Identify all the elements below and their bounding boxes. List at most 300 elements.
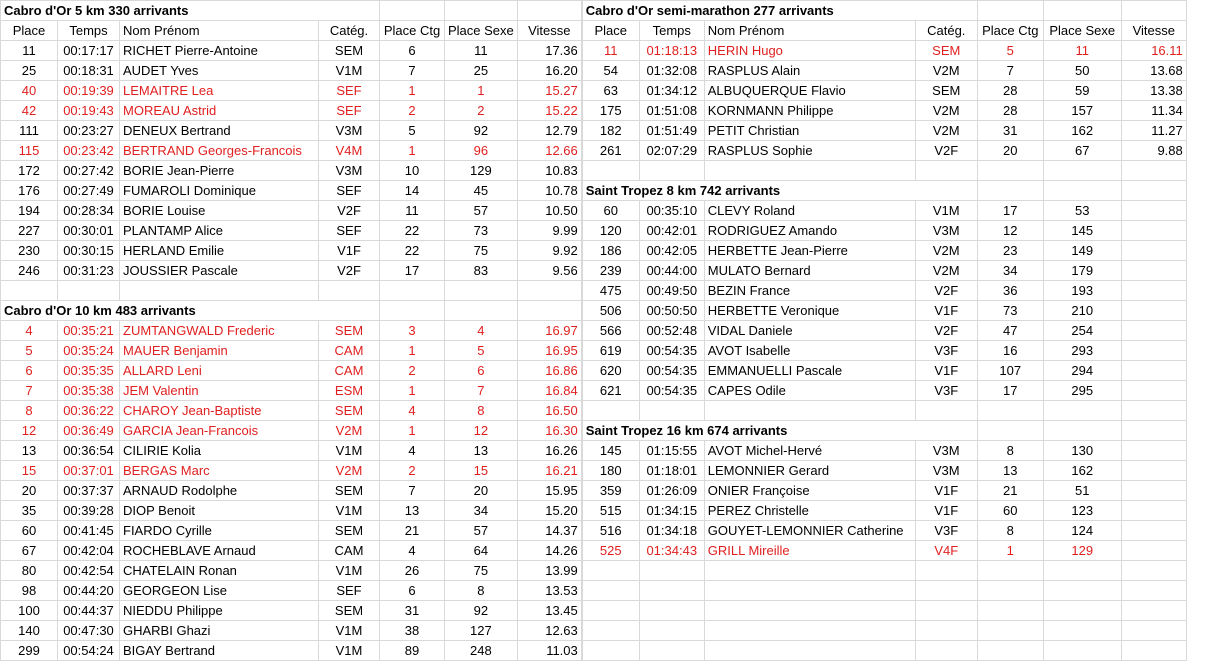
empty-cell bbox=[977, 621, 1043, 641]
cell-temps: 01:18:01 bbox=[639, 461, 704, 481]
cell-temps: 00:28:34 bbox=[58, 201, 120, 221]
cell-place: 620 bbox=[582, 361, 639, 381]
cell-categ: V1M bbox=[319, 61, 380, 81]
cell-place-sexe: 57 bbox=[445, 201, 518, 221]
cell-temps: 00:44:20 bbox=[58, 581, 120, 601]
cell-place-sexe: 73 bbox=[445, 221, 518, 241]
section-title-row bbox=[1, 301, 582, 321]
cell-place: 186 bbox=[582, 241, 639, 261]
cell-nom-prenom: RODRIGUEZ Amando bbox=[704, 221, 915, 241]
cell-place-ctg: 7 bbox=[977, 61, 1043, 81]
cell-place-ctg: 2 bbox=[380, 101, 445, 121]
header-temps: Temps bbox=[58, 21, 120, 41]
empty-cell bbox=[639, 581, 704, 601]
table-row bbox=[1, 421, 582, 441]
empty-cell bbox=[380, 301, 445, 321]
cell-place: 98 bbox=[1, 581, 58, 601]
section-title: Cabro d'Or semi-marathon 277 arrivants bbox=[582, 1, 977, 21]
cell-place: 475 bbox=[582, 281, 639, 301]
table-row bbox=[582, 81, 1186, 101]
table-row bbox=[582, 241, 1186, 261]
empty-cell bbox=[517, 301, 581, 321]
table-row bbox=[582, 301, 1186, 321]
table-row bbox=[1, 561, 582, 581]
cell-place: 246 bbox=[1, 261, 58, 281]
cell-nom-prenom: ZUMTANGWALD Frederic bbox=[120, 321, 319, 341]
cell-place-ctg: 4 bbox=[380, 401, 445, 421]
cell-place-ctg: 21 bbox=[977, 481, 1043, 501]
cell-nom-prenom: CHATELAIN Ronan bbox=[120, 561, 319, 581]
empty-cell bbox=[445, 1, 518, 21]
cell-categ: V3M bbox=[915, 221, 977, 241]
cell-temps: 00:41:45 bbox=[58, 521, 120, 541]
empty-cell bbox=[319, 281, 380, 301]
blank-row bbox=[582, 561, 1186, 581]
cell-temps: 00:37:01 bbox=[58, 461, 120, 481]
cell-place-ctg: 22 bbox=[380, 221, 445, 241]
empty-cell bbox=[445, 301, 518, 321]
cell-place-sexe: 83 bbox=[445, 261, 518, 281]
section-title-row bbox=[582, 1, 1186, 21]
empty-cell bbox=[582, 401, 639, 421]
cell-place: 63 bbox=[582, 81, 639, 101]
empty-cell bbox=[639, 161, 704, 181]
cell-categ: V3M bbox=[915, 461, 977, 481]
cell-place-sexe: 75 bbox=[445, 561, 518, 581]
table-row bbox=[1, 481, 582, 501]
empty-cell bbox=[1043, 561, 1121, 581]
cell-nom-prenom: PEREZ Christelle bbox=[704, 501, 915, 521]
cell-nom-prenom: GEORGEON Lise bbox=[120, 581, 319, 601]
header-place: Place bbox=[1, 21, 58, 41]
empty-cell bbox=[915, 601, 977, 621]
cell-nom-prenom: DIOP Benoit bbox=[120, 501, 319, 521]
cell-categ: CAM bbox=[319, 361, 380, 381]
cell-place: 227 bbox=[1, 221, 58, 241]
cell-categ: V2F bbox=[915, 281, 977, 301]
cell-categ: ESM bbox=[319, 381, 380, 401]
header-nom-prenom: Nom Prénom bbox=[120, 21, 319, 41]
cell-place-sexe: 75 bbox=[445, 241, 518, 261]
cell-categ: SEM bbox=[319, 41, 380, 61]
cell-temps: 00:35:21 bbox=[58, 321, 120, 341]
cell-place-ctg: 1 bbox=[380, 421, 445, 441]
table-row bbox=[582, 321, 1186, 341]
cell-vitesse bbox=[1121, 321, 1186, 341]
cell-categ: SEF bbox=[319, 221, 380, 241]
cell-place-ctg: 22 bbox=[380, 241, 445, 261]
cell-nom-prenom: AUDET Yves bbox=[120, 61, 319, 81]
cell-place-sexe: 193 bbox=[1043, 281, 1121, 301]
cell-temps: 00:37:37 bbox=[58, 481, 120, 501]
cell-categ: SEF bbox=[319, 101, 380, 121]
cell-vitesse bbox=[1121, 501, 1186, 521]
cell-nom-prenom: JOUSSIER Pascale bbox=[120, 261, 319, 281]
table-row bbox=[1, 81, 582, 101]
empty-cell bbox=[915, 641, 977, 661]
cell-categ: V1F bbox=[915, 481, 977, 501]
cell-vitesse: 10.78 bbox=[517, 181, 581, 201]
cell-place-ctg: 17 bbox=[380, 261, 445, 281]
cell-temps: 01:51:08 bbox=[639, 101, 704, 121]
table-row bbox=[1, 461, 582, 481]
cell-categ: CAM bbox=[319, 541, 380, 561]
header-vitesse: Vitesse bbox=[1121, 21, 1186, 41]
empty-cell bbox=[582, 161, 639, 181]
table-row bbox=[582, 481, 1186, 501]
cell-nom-prenom: CHAROY Jean-Baptiste bbox=[120, 401, 319, 421]
cell-vitesse: 14.37 bbox=[517, 521, 581, 541]
cell-nom-prenom: BIGAY Bertrand bbox=[120, 641, 319, 661]
cell-place-ctg: 73 bbox=[977, 301, 1043, 321]
cell-place-ctg: 34 bbox=[977, 261, 1043, 281]
cell-temps: 00:42:01 bbox=[639, 221, 704, 241]
cell-place-ctg: 8 bbox=[977, 521, 1043, 541]
cell-categ: V3F bbox=[915, 341, 977, 361]
cell-place-ctg: 1 bbox=[380, 381, 445, 401]
table-row bbox=[582, 461, 1186, 481]
cell-place: 7 bbox=[1, 381, 58, 401]
cell-place-sexe: 123 bbox=[1043, 501, 1121, 521]
cell-temps: 00:27:42 bbox=[58, 161, 120, 181]
cell-place: 515 bbox=[582, 501, 639, 521]
empty-cell bbox=[977, 421, 1043, 441]
cell-place: 621 bbox=[582, 381, 639, 401]
cell-nom-prenom: RICHET Pierre-Antoine bbox=[120, 41, 319, 61]
cell-place: 100 bbox=[1, 601, 58, 621]
cell-categ: V2M bbox=[915, 101, 977, 121]
empty-cell bbox=[1121, 581, 1186, 601]
cell-place: 140 bbox=[1, 621, 58, 641]
cell-temps: 00:27:49 bbox=[58, 181, 120, 201]
table-row bbox=[582, 141, 1186, 161]
empty-cell bbox=[704, 581, 915, 601]
empty-cell bbox=[1043, 641, 1121, 661]
cell-place-sexe: 293 bbox=[1043, 341, 1121, 361]
cell-categ: SEM bbox=[319, 481, 380, 501]
cell-vitesse bbox=[1121, 381, 1186, 401]
cell-nom-prenom: EMMANUELLI Pascale bbox=[704, 361, 915, 381]
cell-place: 120 bbox=[582, 221, 639, 241]
cell-place-ctg: 47 bbox=[977, 321, 1043, 341]
cell-categ: V1M bbox=[915, 201, 977, 221]
cell-place: 15 bbox=[1, 461, 58, 481]
empty-cell bbox=[517, 281, 581, 301]
cell-temps: 00:54:24 bbox=[58, 641, 120, 661]
cell-place: 111 bbox=[1, 121, 58, 141]
header-place-ctg: Place Ctg bbox=[977, 21, 1043, 41]
cell-place-sexe: 15 bbox=[445, 461, 518, 481]
cell-place: 13 bbox=[1, 441, 58, 461]
table-row bbox=[1, 501, 582, 521]
cell-nom-prenom: HERBETTE Jean-Pierre bbox=[704, 241, 915, 261]
cell-temps: 01:51:49 bbox=[639, 121, 704, 141]
cell-nom-prenom: GARCIA Jean-Francois bbox=[120, 421, 319, 441]
header-categ: Catég. bbox=[915, 21, 977, 41]
cell-vitesse bbox=[1121, 461, 1186, 481]
cell-place-sexe: 20 bbox=[445, 481, 518, 501]
cell-nom-prenom: NIEDDU Philippe bbox=[120, 601, 319, 621]
empty-cell bbox=[1121, 401, 1186, 421]
table-row bbox=[1, 601, 582, 621]
section-title: Saint Tropez 16 km 674 arrivants bbox=[582, 421, 977, 441]
section-title: Cabro d'Or 5 km 330 arrivants bbox=[1, 1, 380, 21]
cell-temps: 00:30:01 bbox=[58, 221, 120, 241]
cell-categ: V1M bbox=[319, 641, 380, 661]
cell-temps: 00:23:42 bbox=[58, 141, 120, 161]
empty-cell bbox=[639, 621, 704, 641]
cell-place-ctg: 12 bbox=[977, 221, 1043, 241]
empty-cell bbox=[582, 561, 639, 581]
left-results-table bbox=[0, 0, 582, 661]
cell-nom-prenom: LEMONNIER Gerard bbox=[704, 461, 915, 481]
cell-place-ctg: 31 bbox=[977, 121, 1043, 141]
cell-temps: 00:30:15 bbox=[58, 241, 120, 261]
cell-place: 175 bbox=[582, 101, 639, 121]
header-place-sexe: Place Sexe bbox=[445, 21, 518, 41]
cell-vitesse: 16.50 bbox=[517, 401, 581, 421]
empty-cell bbox=[380, 281, 445, 301]
cell-vitesse bbox=[1121, 541, 1186, 561]
cell-categ: SEF bbox=[319, 581, 380, 601]
empty-cell bbox=[977, 581, 1043, 601]
cell-categ: V1F bbox=[915, 361, 977, 381]
cell-vitesse: 11.27 bbox=[1121, 121, 1186, 141]
cell-place-ctg: 2 bbox=[380, 361, 445, 381]
table-row bbox=[1, 641, 582, 661]
cell-place-sexe: 7 bbox=[445, 381, 518, 401]
table-row bbox=[582, 521, 1186, 541]
cell-temps: 00:35:24 bbox=[58, 341, 120, 361]
cell-temps: 00:36:54 bbox=[58, 441, 120, 461]
cell-place: 172 bbox=[1, 161, 58, 181]
cell-vitesse: 17.36 bbox=[517, 41, 581, 61]
cell-place-sexe: 4 bbox=[445, 321, 518, 341]
cell-place: 8 bbox=[1, 401, 58, 421]
cell-vitesse bbox=[1121, 221, 1186, 241]
cell-nom-prenom: ROCHEBLAVE Arnaud bbox=[120, 541, 319, 561]
cell-categ: V3M bbox=[319, 121, 380, 141]
cell-nom-prenom: CLEVY Roland bbox=[704, 201, 915, 221]
cell-place-ctg: 20 bbox=[977, 141, 1043, 161]
empty-cell bbox=[58, 281, 120, 301]
cell-categ: CAM bbox=[319, 341, 380, 361]
cell-place-sexe: 162 bbox=[1043, 461, 1121, 481]
cell-place-sexe: 254 bbox=[1043, 321, 1121, 341]
cell-nom-prenom: ALLARD Leni bbox=[120, 361, 319, 381]
empty-cell bbox=[977, 161, 1043, 181]
cell-categ: V2M bbox=[319, 461, 380, 481]
empty-cell bbox=[639, 641, 704, 661]
cell-temps: 00:47:30 bbox=[58, 621, 120, 641]
cell-place-ctg: 11 bbox=[380, 201, 445, 221]
table-row bbox=[582, 361, 1186, 381]
cell-place: 176 bbox=[1, 181, 58, 201]
cell-temps: 01:15:55 bbox=[639, 441, 704, 461]
empty-cell bbox=[582, 581, 639, 601]
cell-vitesse bbox=[1121, 361, 1186, 381]
cell-vitesse: 15.20 bbox=[517, 501, 581, 521]
cell-place-ctg: 23 bbox=[977, 241, 1043, 261]
cell-place-ctg: 6 bbox=[380, 41, 445, 61]
table-row bbox=[582, 101, 1186, 121]
cell-temps: 00:31:23 bbox=[58, 261, 120, 281]
empty-cell bbox=[1121, 181, 1186, 201]
cell-place-sexe: 57 bbox=[445, 521, 518, 541]
blank-row bbox=[582, 641, 1186, 661]
cell-vitesse bbox=[1121, 301, 1186, 321]
table-row bbox=[582, 501, 1186, 521]
cell-place-ctg: 17 bbox=[977, 381, 1043, 401]
cell-temps: 00:42:05 bbox=[639, 241, 704, 261]
table-row bbox=[1, 181, 582, 201]
cell-place-sexe: 129 bbox=[1043, 541, 1121, 561]
cell-nom-prenom: RASPLUS Alain bbox=[704, 61, 915, 81]
cell-temps: 00:17:17 bbox=[58, 41, 120, 61]
empty-cell bbox=[1121, 1, 1186, 21]
cell-place-sexe: 8 bbox=[445, 401, 518, 421]
empty-cell bbox=[1121, 421, 1186, 441]
cell-place: 11 bbox=[582, 41, 639, 61]
cell-place-sexe: 53 bbox=[1043, 201, 1121, 221]
header-temps: Temps bbox=[639, 21, 704, 41]
cell-categ: V2M bbox=[319, 421, 380, 441]
cell-place-sexe: 248 bbox=[445, 641, 518, 661]
cell-categ: V2F bbox=[319, 261, 380, 281]
empty-cell bbox=[977, 1, 1043, 21]
empty-cell bbox=[915, 561, 977, 581]
table-row bbox=[1, 141, 582, 161]
empty-cell bbox=[639, 401, 704, 421]
cell-place-ctg: 21 bbox=[380, 521, 445, 541]
cell-temps: 00:35:35 bbox=[58, 361, 120, 381]
cell-temps: 00:54:35 bbox=[639, 361, 704, 381]
cell-temps: 00:44:00 bbox=[639, 261, 704, 281]
cell-nom-prenom: CILIRIE Kolia bbox=[120, 441, 319, 461]
cell-place-sexe: 64 bbox=[445, 541, 518, 561]
table-row bbox=[1, 121, 582, 141]
table-row bbox=[582, 261, 1186, 281]
empty-cell bbox=[1043, 161, 1121, 181]
cell-place-ctg: 26 bbox=[380, 561, 445, 581]
cell-place-ctg: 8 bbox=[977, 441, 1043, 461]
cell-place-ctg: 28 bbox=[977, 101, 1043, 121]
cell-place-sexe: 295 bbox=[1043, 381, 1121, 401]
table-row bbox=[582, 381, 1186, 401]
cell-place-sexe: 96 bbox=[445, 141, 518, 161]
cell-nom-prenom: RASPLUS Sophie bbox=[704, 141, 915, 161]
empty-cell bbox=[582, 601, 639, 621]
table-row bbox=[1, 521, 582, 541]
table-row bbox=[1, 161, 582, 181]
cell-categ: SEM bbox=[319, 601, 380, 621]
empty-cell bbox=[704, 601, 915, 621]
cell-place-ctg: 16 bbox=[977, 341, 1043, 361]
blank-row bbox=[582, 161, 1186, 181]
cell-nom-prenom: HERIN Hugo bbox=[704, 41, 915, 61]
cell-nom-prenom: AVOT Isabelle bbox=[704, 341, 915, 361]
cell-vitesse: 9.92 bbox=[517, 241, 581, 261]
blank-row bbox=[582, 581, 1186, 601]
cell-place: 67 bbox=[1, 541, 58, 561]
cell-nom-prenom: AVOT Michel-Hervé bbox=[704, 441, 915, 461]
empty-cell bbox=[639, 561, 704, 581]
cell-vitesse bbox=[1121, 521, 1186, 541]
cell-place-ctg: 5 bbox=[380, 121, 445, 141]
cell-temps: 01:32:08 bbox=[639, 61, 704, 81]
cell-vitesse: 13.38 bbox=[1121, 81, 1186, 101]
table-row bbox=[1, 441, 582, 461]
cell-place: 261 bbox=[582, 141, 639, 161]
cell-temps: 00:42:54 bbox=[58, 561, 120, 581]
table-row bbox=[582, 41, 1186, 61]
cell-categ: SEM bbox=[319, 401, 380, 421]
cell-place-sexe: 179 bbox=[1043, 261, 1121, 281]
empty-cell bbox=[704, 561, 915, 581]
cell-place: 5 bbox=[1, 341, 58, 361]
table-row bbox=[582, 541, 1186, 561]
cell-temps: 00:54:35 bbox=[639, 341, 704, 361]
cell-temps: 00:19:43 bbox=[58, 101, 120, 121]
cell-place: 4 bbox=[1, 321, 58, 341]
cell-vitesse bbox=[1121, 201, 1186, 221]
table-row bbox=[1, 221, 582, 241]
cell-place-sexe: 13 bbox=[445, 441, 518, 461]
table-row bbox=[1, 41, 582, 61]
cell-vitesse: 12.63 bbox=[517, 621, 581, 641]
empty-cell bbox=[704, 401, 915, 421]
cell-vitesse: 13.99 bbox=[517, 561, 581, 581]
cell-place-sexe: 6 bbox=[445, 361, 518, 381]
empty-cell bbox=[915, 621, 977, 641]
cell-vitesse: 12.66 bbox=[517, 141, 581, 161]
cell-temps: 00:36:22 bbox=[58, 401, 120, 421]
header-vitesse: Vitesse bbox=[517, 21, 581, 41]
cell-temps: 02:07:29 bbox=[639, 141, 704, 161]
cell-temps: 00:44:37 bbox=[58, 601, 120, 621]
cell-categ: SEM bbox=[915, 81, 977, 101]
cell-nom-prenom: MULATO Bernard bbox=[704, 261, 915, 281]
cell-nom-prenom: MOREAU Astrid bbox=[120, 101, 319, 121]
empty-cell bbox=[1121, 601, 1186, 621]
cell-place: 42 bbox=[1, 101, 58, 121]
cell-categ: SEF bbox=[319, 181, 380, 201]
cell-categ: V1F bbox=[319, 241, 380, 261]
section-title: Saint Tropez 8 km 742 arrivants bbox=[582, 181, 977, 201]
cell-categ: SEM bbox=[319, 321, 380, 341]
empty-cell bbox=[1121, 161, 1186, 181]
table-row bbox=[582, 221, 1186, 241]
cell-vitesse: 16.86 bbox=[517, 361, 581, 381]
cell-vitesse: 14.26 bbox=[517, 541, 581, 561]
cell-place: 12 bbox=[1, 421, 58, 441]
cell-place-sexe: 34 bbox=[445, 501, 518, 521]
cell-nom-prenom: HERBETTE Veronique bbox=[704, 301, 915, 321]
empty-cell bbox=[582, 641, 639, 661]
cell-vitesse: 13.68 bbox=[1121, 61, 1186, 81]
blank-row bbox=[582, 401, 1186, 421]
cell-nom-prenom: BEZIN France bbox=[704, 281, 915, 301]
cell-categ: V3M bbox=[319, 161, 380, 181]
cell-vitesse: 10.83 bbox=[517, 161, 581, 181]
cell-place: 11 bbox=[1, 41, 58, 61]
cell-temps: 01:34:18 bbox=[639, 521, 704, 541]
cell-temps: 00:42:04 bbox=[58, 541, 120, 561]
section-title-row bbox=[582, 181, 1186, 201]
cell-nom-prenom: GHARBI Ghazi bbox=[120, 621, 319, 641]
empty-cell bbox=[1043, 181, 1121, 201]
cell-place-sexe: 5 bbox=[445, 341, 518, 361]
